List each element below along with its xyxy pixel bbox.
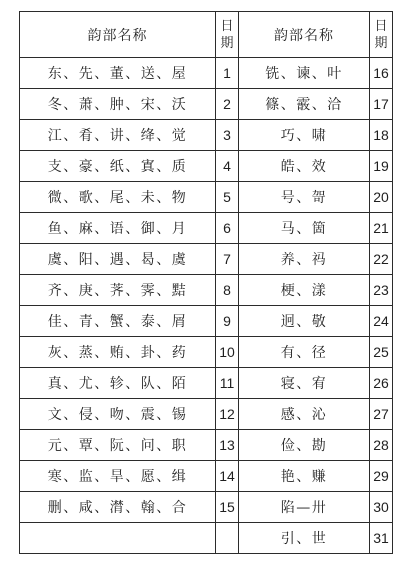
day-header-right-char-2: 期 bbox=[374, 35, 388, 51]
rhyme-names-right: 号、哿 bbox=[239, 182, 370, 213]
rhyme-names-right: 俭、勘 bbox=[239, 430, 370, 461]
rhyme-names-right: 皓、效 bbox=[239, 151, 370, 182]
day-header-left-char-1: 日 bbox=[220, 18, 234, 34]
table-row bbox=[20, 89, 393, 120]
rhyme-names-right: 陷—卅 bbox=[239, 492, 370, 523]
rhyme-names-left: 文、侵、吻、震、锡 bbox=[20, 399, 216, 430]
table-row bbox=[20, 151, 393, 182]
day-number-left: 1 bbox=[216, 58, 239, 89]
day-number-right: 17 bbox=[370, 89, 393, 120]
rhyme-names-right: 铣、谏、叶 bbox=[239, 58, 370, 89]
table-row bbox=[20, 244, 393, 275]
day-number-left: 2 bbox=[216, 89, 239, 120]
day-number-right: 26 bbox=[370, 368, 393, 399]
rhyme-names-left: 鱼、麻、语、御、月 bbox=[20, 213, 216, 244]
table-header-row bbox=[20, 12, 393, 58]
rhyme-names-right: 巧、啸 bbox=[239, 120, 370, 151]
rhyme-names-left: 江、肴、讲、绛、觉 bbox=[20, 120, 216, 151]
table-row bbox=[20, 337, 393, 368]
rhyme-names-right: 引、世 bbox=[239, 523, 370, 554]
day-number-right: 29 bbox=[370, 461, 393, 492]
day-number-right: 28 bbox=[370, 430, 393, 461]
day-number-right: 19 bbox=[370, 151, 393, 182]
table-row bbox=[20, 58, 393, 89]
table-row bbox=[20, 275, 393, 306]
rhyme-names-right: 感、沁 bbox=[239, 399, 370, 430]
day-number-left: 14 bbox=[216, 461, 239, 492]
rhyme-names-left: 元、覃、阮、问、职 bbox=[20, 430, 216, 461]
rhyme-names-left: 佳、青、蟹、泰、屑 bbox=[20, 306, 216, 337]
table-row bbox=[20, 461, 393, 492]
table-row bbox=[20, 182, 393, 213]
rhyme-name-header-left: 韵部名称 bbox=[20, 12, 216, 58]
day-header-left bbox=[216, 12, 239, 58]
day-number-left: 6 bbox=[216, 213, 239, 244]
day-number-right: 30 bbox=[370, 492, 393, 523]
day-header-right bbox=[370, 12, 393, 58]
day-number-left: 13 bbox=[216, 430, 239, 461]
rhyme-names-right: 篠、霰、洽 bbox=[239, 89, 370, 120]
day-number-left: 4 bbox=[216, 151, 239, 182]
rhyme-names-right: 寝、宥 bbox=[239, 368, 370, 399]
rhyme-names-left: 寒、监、旱、愿、缉 bbox=[20, 461, 216, 492]
table-row bbox=[20, 430, 393, 461]
day-number-left bbox=[216, 523, 239, 554]
day-number-right: 24 bbox=[370, 306, 393, 337]
day-number-right: 22 bbox=[370, 244, 393, 275]
table-row bbox=[20, 399, 393, 430]
day-number-right: 16 bbox=[370, 58, 393, 89]
table-row bbox=[20, 368, 393, 399]
day-header-left-char-2: 期 bbox=[220, 35, 234, 51]
rhyme-name-header-right: 韵部名称 bbox=[239, 12, 370, 58]
day-number-left: 8 bbox=[216, 275, 239, 306]
table-body bbox=[20, 58, 393, 554]
rhyme-names-left: 虞、阳、遇、曷、虞 bbox=[20, 244, 216, 275]
day-number-left: 15 bbox=[216, 492, 239, 523]
rhyme-names-left: 支、豪、纸、寘、质 bbox=[20, 151, 216, 182]
rhyme-names-left: 删、咸、潸、翰、合 bbox=[20, 492, 216, 523]
rhyme-names-left: 齐、庚、荠、霁、黠 bbox=[20, 275, 216, 306]
table-row bbox=[20, 120, 393, 151]
day-number-right: 20 bbox=[370, 182, 393, 213]
day-number-left: 9 bbox=[216, 306, 239, 337]
day-number-left: 10 bbox=[216, 337, 239, 368]
rhyme-names-left: 冬、萧、肿、宋、沃 bbox=[20, 89, 216, 120]
rhyme-date-table bbox=[19, 11, 393, 554]
rhyme-names-left: 灰、蒸、贿、卦、药 bbox=[20, 337, 216, 368]
rhyme-names-right: 迥、敬 bbox=[239, 306, 370, 337]
day-number-right: 21 bbox=[370, 213, 393, 244]
day-number-left: 5 bbox=[216, 182, 239, 213]
rhyme-names-right: 艳、赚 bbox=[239, 461, 370, 492]
day-number-right: 25 bbox=[370, 337, 393, 368]
table-row bbox=[20, 306, 393, 337]
day-number-right: 18 bbox=[370, 120, 393, 151]
day-number-right: 31 bbox=[370, 523, 393, 554]
day-number-left: 11 bbox=[216, 368, 239, 399]
rhyme-names-left: 东、先、董、送、屋 bbox=[20, 58, 216, 89]
day-number-left: 7 bbox=[216, 244, 239, 275]
day-header-right-char-1: 日 bbox=[374, 18, 388, 34]
rhyme-names-right: 养、祃 bbox=[239, 244, 370, 275]
rhyme-names-left bbox=[20, 523, 216, 554]
day-number-right: 27 bbox=[370, 399, 393, 430]
day-number-right: 23 bbox=[370, 275, 393, 306]
rhyme-names-right: 马、箇 bbox=[239, 213, 370, 244]
day-number-left: 12 bbox=[216, 399, 239, 430]
table-row bbox=[20, 523, 393, 554]
day-number-left: 3 bbox=[216, 120, 239, 151]
rhyme-names-left: 微、歌、尾、未、物 bbox=[20, 182, 216, 213]
table-row bbox=[20, 213, 393, 244]
rhyme-names-right: 梗、漾 bbox=[239, 275, 370, 306]
rhyme-names-right: 有、径 bbox=[239, 337, 370, 368]
rhyme-names-left: 真、尤、轸、队、陌 bbox=[20, 368, 216, 399]
table-row bbox=[20, 492, 393, 523]
